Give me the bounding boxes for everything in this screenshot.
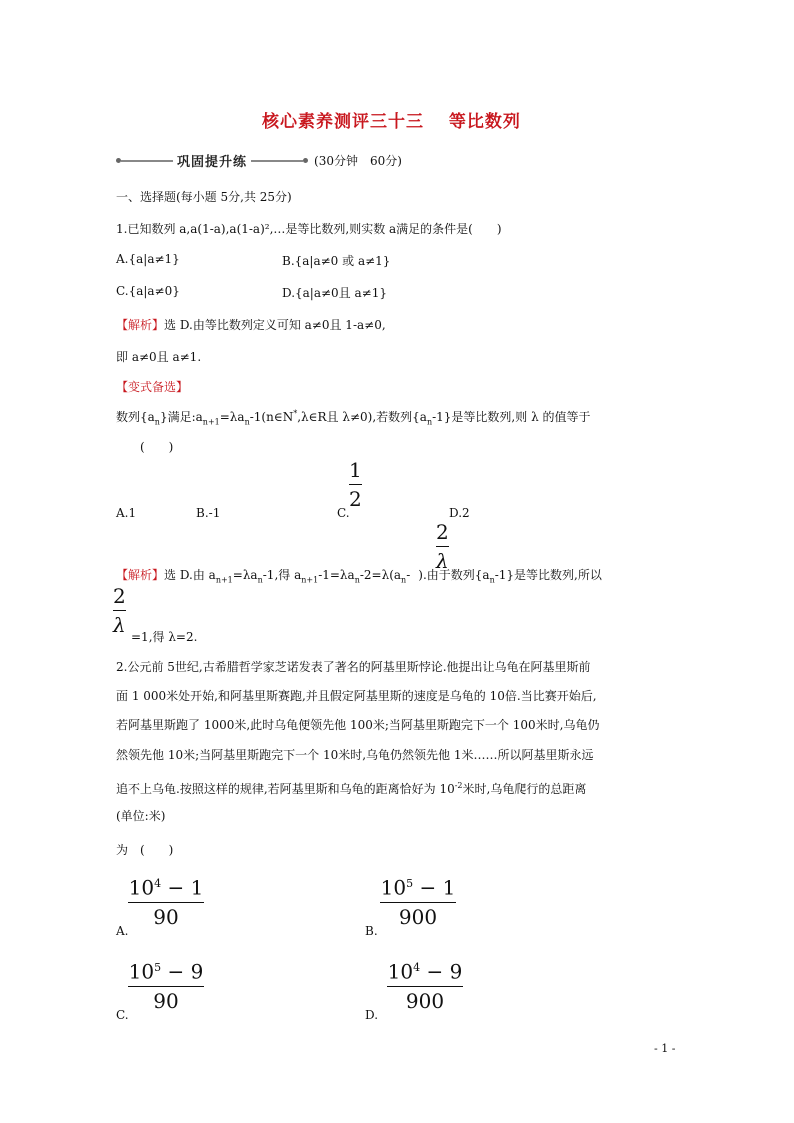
fraction-numerator: [129, 872, 204, 900]
fraction-denominator: λ: [436, 549, 449, 574]
subscript: n: [401, 575, 407, 585]
q1-analysis: [116, 316, 386, 333]
fraction-bar: [349, 484, 362, 485]
fraction-numerator: [129, 956, 204, 984]
variant-option-c-fraction: [349, 458, 362, 511]
q2-line-2: 面 1 000米处开始,和阿基里斯赛跑,并且假定阿基里斯的速度是乌龟的 10倍.当比赛开始后,: [116, 689, 597, 703]
analysis-text: 选 D.由等比数列定义可知 a≠0且 1-a≠0,: [164, 318, 386, 332]
base: 10: [380, 875, 407, 900]
analysis-part: ).由于数列{a: [418, 568, 490, 582]
analysis-part: 选 D.由 a: [164, 568, 216, 582]
fraction-numerator: 1: [349, 458, 362, 482]
fraction-bar: [387, 986, 463, 987]
analysis-part: -: [406, 568, 411, 582]
stem-part: -1(n∈N: [249, 410, 294, 424]
banner-right-dot: [303, 158, 308, 163]
page-number: - 1 -: [654, 1042, 676, 1055]
rest: − 9: [420, 959, 463, 984]
subscript: n: [257, 575, 263, 585]
superscript: -2: [454, 781, 463, 790]
stem-part: ,λ∈R且 λ≠0),若数列{a: [297, 410, 427, 424]
subscript: n+1: [215, 575, 233, 585]
q1-option-b: B.{a|a≠0 或 a≠1}: [282, 254, 391, 268]
subscript: n: [154, 417, 160, 427]
q2-option-a-label: A.: [116, 924, 129, 938]
base: 10: [387, 959, 414, 984]
rest: − 1: [161, 875, 204, 900]
q1-option-c: C.{a|a≠0}: [116, 284, 180, 298]
line-part: 米时,乌龟爬行的总距离: [462, 782, 587, 796]
q2-option-b-fraction: [380, 872, 456, 929]
rest: − 9: [161, 959, 204, 984]
fraction-numerator: 2: [113, 584, 126, 608]
exponent: 5: [406, 877, 414, 890]
q1-option-d: D.{a|a≠0且 a≠1}: [282, 286, 387, 300]
stem-part: 数列{a: [116, 410, 155, 424]
fraction-denominator: 900: [405, 988, 445, 1013]
variant-stem: [116, 408, 590, 426]
fraction-numerator: [388, 956, 463, 984]
fraction-bar: [380, 902, 456, 903]
analysis-part: =λa: [232, 568, 258, 582]
subscript: n+1: [301, 575, 319, 585]
banner-left-line: [121, 160, 173, 162]
q2-line-5: [116, 773, 586, 802]
fraction-numerator: [381, 872, 456, 900]
subscript: n: [244, 417, 250, 427]
variant-paren: ( ): [140, 440, 174, 454]
q2-line-7: 为 ( ): [116, 843, 174, 857]
banner-time: (30分钟 60分): [314, 154, 402, 168]
rest: − 1: [413, 875, 456, 900]
tail-text: =1,得 λ=2.: [131, 630, 198, 644]
q2-line-4: 然领先他 10米;当阿基里斯跑完下一个 10米时,乌龟仍然领先他 1米……所以阿基里斯永远: [116, 748, 594, 762]
q2-option-b-label: B.: [365, 924, 378, 938]
variant-tag: 【变式备选】: [116, 380, 189, 394]
q2-option-c-label: C.: [116, 1008, 129, 1022]
fraction-numerator: 2: [436, 520, 449, 544]
variant-option-c: C.: [337, 506, 350, 520]
subscript: n: [489, 575, 495, 585]
stem-part: }满足:a: [159, 410, 203, 424]
fraction-bar: [128, 986, 204, 987]
exponent: 4: [154, 877, 162, 890]
tail-fraction: [113, 584, 126, 637]
fraction-denominator: λ: [113, 613, 126, 638]
variant-option-b: B.-1: [196, 506, 221, 520]
analysis-tag: 【解析】: [116, 568, 165, 582]
fraction-denominator: 90: [153, 988, 179, 1013]
subscript: n: [354, 575, 360, 585]
page-title: 核心素养测评三十三 等比数列: [262, 112, 521, 132]
exponent: 5: [154, 961, 162, 974]
line-part: 追不上乌龟.按照这样的规律,若阿基里斯和乌龟的距离恰好为 10: [116, 782, 455, 796]
q2-option-c-fraction: [128, 956, 204, 1013]
q2-line-3: 若阿基里斯跑了 1000米,此时乌龟便领先他 100米;当阿基里斯跑完下一个 100米时,乌龟仍: [116, 718, 600, 732]
q2-option-a-fraction: [128, 872, 204, 929]
analysis-part: -1,得 a: [262, 568, 302, 582]
fraction-denominator: 90: [153, 904, 179, 929]
section-heading: 一、选择题(每小题 5分,共 25分): [116, 190, 292, 204]
analysis-tag: 【解析】: [116, 318, 165, 332]
variant-analysis: [116, 566, 602, 584]
q2-line-6: (单位:米): [116, 809, 166, 823]
section-banner: [116, 151, 402, 170]
banner-label: 巩固提升练: [177, 155, 248, 170]
fraction-bar: [113, 610, 126, 611]
q1-option-a: A.{a|a≠1}: [116, 252, 180, 266]
q1-analysis-2: 即 a≠0且 a≠1.: [116, 350, 202, 364]
stem-part: =λa: [219, 410, 245, 424]
q2-option-d-fraction: [387, 956, 463, 1013]
fraction-denominator: 900: [398, 904, 438, 929]
q2-option-d-label: D.: [365, 1008, 379, 1022]
q1-stem: 1.已知数列 a,a(1-a),a(1-a)²,…是等比数列,则实数 a满足的条件是( ): [116, 222, 502, 236]
stem-part: -1}是等比数列,则 λ 的值等于: [432, 410, 591, 424]
exponent: 4: [413, 961, 421, 974]
analysis-part: -2=λ(a: [359, 568, 402, 582]
variant-option-a: A.1: [116, 506, 137, 520]
q2-line-1: 2.公元前 5世纪,古希腊哲学家芝诺发表了著名的阿基里斯悖论.他提出让乌龟在阿基里斯前: [116, 660, 591, 674]
variant-option-d: D.2: [449, 506, 470, 520]
fraction-bar: [436, 546, 449, 547]
base: 10: [128, 959, 155, 984]
fraction-bar: [128, 902, 204, 903]
analysis-part: -1}是等比数列,所以: [494, 568, 602, 582]
subscript: n+1: [202, 417, 220, 427]
subscript: n: [426, 417, 433, 427]
base: 10: [128, 875, 155, 900]
analysis-part: -1=λa: [318, 568, 355, 582]
superscript: *: [293, 409, 298, 418]
fraction-denominator: 2: [349, 487, 362, 512]
banner-right-line: [251, 160, 303, 162]
